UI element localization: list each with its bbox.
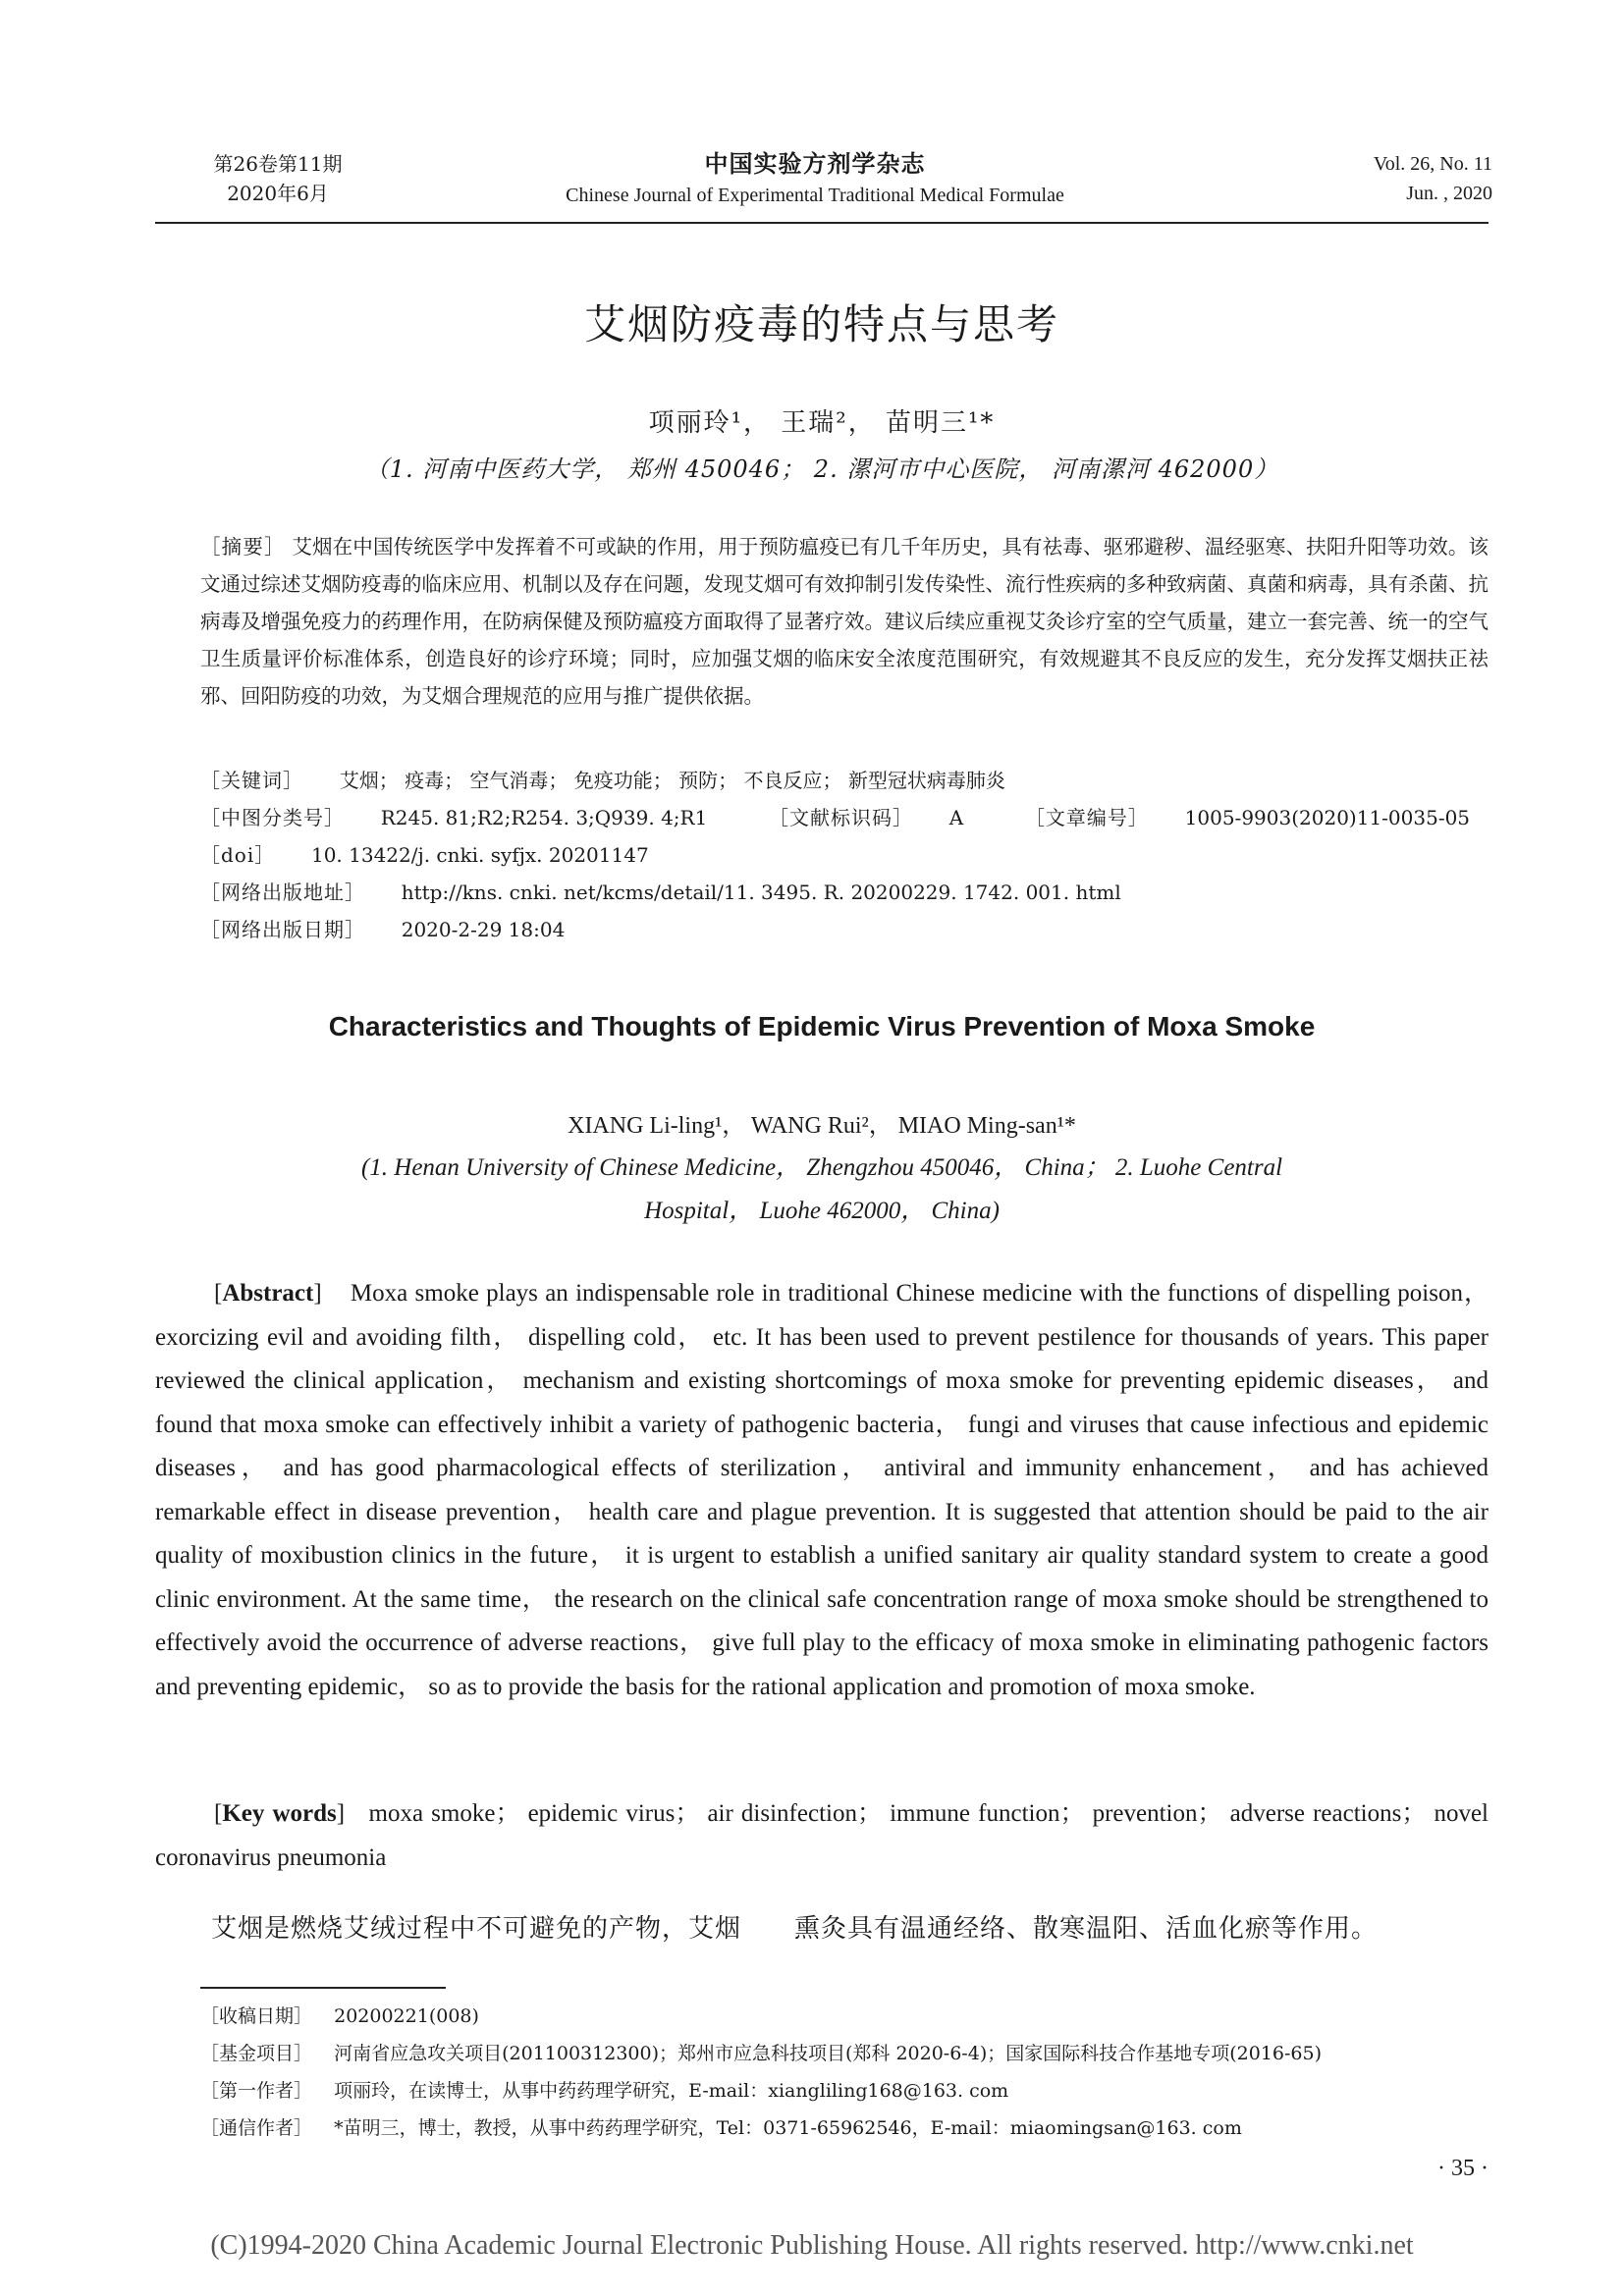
article-no-value: 1005-9903(2020)11-0035-05 [1184, 806, 1471, 829]
received-value: 20200221(008) [334, 2005, 479, 2027]
pubdate-value: 2020-2-29 18:04 [401, 918, 566, 941]
affiliation-en-line-1: (1. Henan University of Chinese Medicine， Zhengzhou 450046， China； 2. Luohe Central [360, 1154, 1283, 1181]
fund-value: 河南省应急攻关项目(201100312300)；郑州市应急科技项目(郑科 2020-6-4)；国家国际科技合作基地专项(2016-65) [334, 2043, 1323, 2064]
issue-cn: 第26卷第11期 [213, 152, 343, 176]
doi-row [200, 840, 1489, 870]
abstract-label-cn: ［摘要］ [200, 535, 286, 559]
date-cn: 2020年6月 [227, 182, 329, 205]
keywords-cn [200, 766, 1489, 795]
doc-code-label: ［文献标识码］ [769, 806, 914, 829]
pubdate-label: ［网络出版日期］ [200, 918, 365, 941]
footnote-divider [200, 1987, 446, 1989]
journal-name-cn: 中国实验方剂学杂志 [704, 149, 926, 178]
url-value[interactable]: http://kns. cnki. net/kcms/detail/11. 3495. R. 20200229. 1742. 001. html [401, 881, 1121, 904]
url-row [200, 878, 1489, 907]
footnote-corresponding-author [200, 2114, 1489, 2142]
volume-en: Vol. 26, No. 11 [1373, 153, 1492, 175]
corr-author-label: ［通信作者］ [200, 2117, 313, 2139]
affiliation-cn: （1. 河南中医药大学， 郑州 450046； 2. 漯河市中心医院， 河南漯河 462000） [364, 455, 1279, 483]
footnote-fund [200, 2040, 1489, 2067]
abstract-text-cn: 艾烟在中国传统医学中发挥着不可或缺的作用，用于预防瘟疫已有几千年历史，具有祛毒、驱邪避秽、温经驱寒、扶阳升阳等功效。该文通过综述艾烟防疫毒的临床应用、机制以及存在问题，发现艾烟可有效抑制引发传染性、流行性疾病的多种致病菌、真菌和病毒，具有杀菌、抗病毒及增强免疫力的药理作用，在防病保健及预防瘟疫方面取得了显著疗效。建议后续应重视艾灸诊疗室的空气质量，建立一套完善、统一的空气卫生质量评价标准体系，创造良好的诊疗环境；同时，应加强艾烟的临床安全浓度范围研究，有效规避其不良反应的发生，充分发挥艾烟扶正祛邪、回阳防疫的功效，为艾烟合理规范的应用与推广提供依据。 [200, 535, 1489, 708]
doc-code-value: A [948, 806, 964, 829]
date-en: Jun. , 2020 [1406, 183, 1492, 204]
keywords-text-cn: 艾烟； 疫毒； 空气消毒； 免疫功能； 预防； 不良反应； 新型冠状病毒肺炎 [339, 769, 1005, 792]
body-first-line: 艾烟是燃烧艾绒过程中不可避免的产物，艾烟 熏灸具有温通经络、散寒温阳、活血化瘀等作用。 [211, 1914, 1379, 1944]
authors-cn: 项丽玲¹， 王瑞²， 苗明三¹* [648, 408, 996, 438]
article-title-en: Characteristics and Thoughts of Epidemic Virus Prevention of Moxa Smoke [328, 1011, 1316, 1041]
clc-label: ［中图分类号］ [200, 806, 345, 829]
affiliation-en [155, 1147, 1489, 1233]
pubdate-row [200, 915, 1489, 944]
keywords-label-en: Key words [222, 1800, 337, 1827]
keywords-label-cn: ［关键词］ [200, 769, 303, 792]
abstract-label-en: Abstract [222, 1280, 314, 1307]
header-volume-info [1276, 149, 1492, 208]
header-divider [155, 222, 1489, 224]
url-label: ［网络出版地址］ [200, 881, 365, 904]
abstract-cn [200, 528, 1489, 715]
clc-value: R245. 81;R2;R254. 3;Q939. 4;R1 [380, 806, 708, 829]
keywords-en: [Key words] moxa smoke； epidemic virus； air disinfection； immune function； prevention； adverse reactions； novel coronavirus pneumonia [155, 1800, 1489, 1871]
header-journal [412, 147, 1218, 210]
first-author-value: 项丽玲，在读博士，从事中药药理学研究，E-mail：xiangliling168@163. com [334, 2080, 1009, 2102]
classification-row [200, 803, 1489, 832]
footnote-received [200, 2002, 1489, 2030]
footnote-first-author [200, 2077, 1489, 2105]
affiliation-en-line-2: Hospital， Luohe 462000， China) [644, 1198, 1000, 1224]
keywords-text-en: moxa smoke； epidemic virus； air disinfection； immune function； prevention； adverse reactions； novel coronavirus pneumonia [155, 1800, 1489, 1871]
corr-author-value: *苗明三，博士，教授，从事中药药理学研究，Tel：0371-65962546，E-mail：miaomingsan@163. com [334, 2117, 1242, 2139]
copyright-footer: (C)1994-2020 China Academic Journal Electronic Publishing House. All rights reserved. http://www.cnki.net [210, 2230, 1414, 2261]
page-number: · 35 · [1437, 2156, 1489, 2181]
article-no-label: ［文章编号］ [1024, 806, 1149, 829]
received-label: ［收稿日期］ [200, 2005, 313, 2027]
doi-value: 10. 13422/j. cnki. syfjx. 20201147 [310, 843, 649, 867]
abstract-text-en: Moxa smoke plays an indispensable role in traditional Chinese medicine with the functions of dispelling poison， exorcizing evil and avoiding filth， dispelling cold， etc. It has been used to prevent pestilence for thousands of years. This paper reviewed the clinical application， mechanism and existing shortcomings of moxa smoke for preventing epidemic diseases， and found that moxa smoke can effectively inhibit a variety of pathogenic bacteria， fungi and viruses that cause infectious and epidemic diseases， and has good pharmacological effects of sterilization， antiviral and immunity enhancement， and has achieved remarkable effect in disease prevention， health care and plague prevention. It is suggested that attention should be paid to the air quality of moxibustion clinics in the future， it is urgent to establish a unified sanitary air quality standard system to create a good clinic environment. At the same time， the research on the clinical safe concentration range of moxa smoke should be strengthened to effectively avoid the occurrence of adverse reactions， give full play to the efficacy of moxa smoke in eliminating pathogenic factors and preventing epidemic， so as to provide the basis for the rational application and promotion of moxa smoke. [155, 1280, 1489, 1700]
first-author-label: ［第一作者］ [200, 2080, 313, 2102]
journal-name-en: Chinese Journal of Experimental Traditional Medical Formulae [566, 185, 1064, 206]
doi-label: ［doi］ [200, 843, 276, 867]
header-issue-info [155, 149, 401, 208]
abstract-en: [Abstract] Moxa smoke plays an indispensable role in traditional Chinese medicine with the functions of dispelling poison， exorcizing evil and avoiding filth， dispelling cold， etc. It has been used to prevent pestilence for thousands of years. This paper reviewed the clinical application， mechanism and existing shortcomings of moxa smoke for preventing epidemic diseases， and found that moxa smoke can effectively inhibit a variety of pathogenic bacteria， fungi and viruses that cause infectious and epidemic diseases， and has good pharmacological effects of sterilization， antiviral and immunity enhancement， and has achieved remarkable effect in disease prevention， health care and plague prevention. It is suggested that attention should be paid to the air quality of moxibustion clinics in the future， it is urgent to establish a unified sanitary air quality standard system to create a good clinic environment. At the same time， the research on the clinical safe concentration range of moxa smoke should be strengthened to effectively avoid the occurrence of adverse reactions， give full play to the efficacy of moxa smoke in eliminating pathogenic factors and preventing epidemic， so as to provide the basis for the rational application and promotion of moxa smoke. [155, 1280, 1489, 1700]
article-title-cn: 艾烟防疫毒的特点与思考 [583, 300, 1059, 348]
fund-label: ［基金项目］ [200, 2043, 313, 2064]
authors-en: XIANG Li-ling¹， WANG Rui²， MIAO Ming-san¹* [568, 1113, 1076, 1139]
